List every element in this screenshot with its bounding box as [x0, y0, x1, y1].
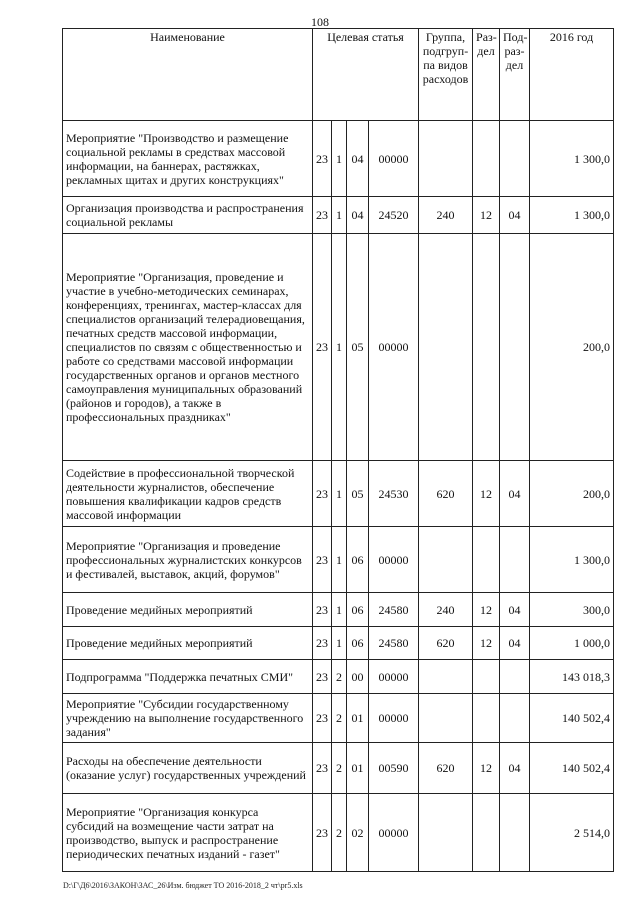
group-code: 620 — [419, 743, 473, 794]
amount: 1 000,0 — [530, 627, 614, 660]
target-1: 23 — [313, 743, 332, 794]
table-row — [63, 527, 614, 593]
amount: 200,0 — [530, 234, 614, 461]
target-4: 00000 — [369, 794, 419, 872]
table-row — [63, 593, 614, 627]
amount: 143 018,3 — [530, 660, 614, 694]
target-3: 00 — [347, 660, 369, 694]
target-3: 06 — [347, 627, 369, 660]
target-3: 04 — [347, 197, 369, 234]
target-4: 00000 — [369, 660, 419, 694]
row-name: Мероприятие "Организация и проведение профессиональных журналистских конкурсов и фестивалей, выставок, акций, форумов" — [63, 527, 313, 593]
amount: 2 514,0 — [530, 794, 614, 872]
section-code: 12 — [473, 197, 500, 234]
row-name: Организация производства и распространения социальной рекламы — [63, 197, 313, 234]
subsection-code — [500, 694, 530, 743]
target-3: 01 — [347, 694, 369, 743]
target-2: 2 — [332, 694, 347, 743]
target-1: 23 — [313, 593, 332, 627]
target-4: 00000 — [369, 234, 419, 461]
row-name: Содействие в профессиональной творческой деятельности журналистов, обеспечение повышения квалификации кадров средств массовой информации — [63, 461, 313, 527]
target-3: 06 — [347, 527, 369, 593]
section-code — [473, 660, 500, 694]
row-name: Проведение медийных мероприятий — [63, 593, 313, 627]
group-code: 240 — [419, 593, 473, 627]
subsection-code: 04 — [500, 593, 530, 627]
section-code: 12 — [473, 461, 500, 527]
table-row — [63, 234, 614, 461]
table-row — [63, 794, 614, 872]
section-code — [473, 527, 500, 593]
row-name: Проведение медийных мероприятий — [63, 627, 313, 660]
row-name: Мероприятие "Производство и размещение социальной рекламы в средствах массовой информации, на баннерах, растяжках, рекламных щитах и других конструкциях" — [63, 121, 313, 197]
subsection-code — [500, 121, 530, 197]
target-1: 23 — [313, 527, 332, 593]
table-header — [63, 29, 614, 121]
header-name: Наименование — [63, 29, 313, 121]
target-1: 23 — [313, 234, 332, 461]
target-1: 23 — [313, 660, 332, 694]
target-4: 24530 — [369, 461, 419, 527]
row-name: Мероприятие "Организация, проведение и участие в учебно-методических семинарах, конференциях, тренингах, мастер-классах для специалистов организаций телерадиовещания, печатных средств массовой информации, специалистов по связям с общественностью и работе со средствами массовой информации государственных органов и органов местного самоуправления муниципальных образований (районов и городов), а также в профессиональных праздниках" — [63, 234, 313, 461]
subsection-code: 04 — [500, 197, 530, 234]
amount: 300,0 — [530, 593, 614, 627]
target-4: 24520 — [369, 197, 419, 234]
target-1: 23 — [313, 627, 332, 660]
amount: 1 300,0 — [530, 121, 614, 197]
target-2: 2 — [332, 660, 347, 694]
row-name: Подпрограмма "Поддержка печатных СМИ" — [63, 660, 313, 694]
target-1: 23 — [313, 121, 332, 197]
page-number: 108 — [311, 15, 329, 29]
target-3: 05 — [347, 234, 369, 461]
table-row — [63, 197, 614, 234]
subsection-code — [500, 660, 530, 694]
header-target: Целевая статья — [313, 29, 419, 121]
target-2: 1 — [332, 234, 347, 461]
table-row — [63, 461, 614, 527]
header-section: Раз-дел — [473, 29, 500, 121]
row-name: Мероприятие "Субсидии государственному учреждению на выполнение государственного задания" — [63, 694, 313, 743]
group-code — [419, 527, 473, 593]
target-4: 24580 — [369, 593, 419, 627]
target-3: 06 — [347, 593, 369, 627]
subsection-code — [500, 794, 530, 872]
section-code: 12 — [473, 627, 500, 660]
amount: 1 300,0 — [530, 197, 614, 234]
row-name: Мероприятие "Организация конкурса субсидий на возмещение части затрат на производство, выпуск и распространение периодических печатных изданий - газет" — [63, 794, 313, 872]
target-2: 1 — [332, 593, 347, 627]
group-code: 240 — [419, 197, 473, 234]
target-3: 02 — [347, 794, 369, 872]
subsection-code: 04 — [500, 461, 530, 527]
section-code: 12 — [473, 743, 500, 794]
table-row — [63, 743, 614, 794]
table-row — [63, 694, 614, 743]
target-1: 23 — [313, 794, 332, 872]
table-row — [63, 627, 614, 660]
row-name: Расходы на обеспечение деятельности (оказание услуг) государственных учреждений — [63, 743, 313, 794]
section-code — [473, 121, 500, 197]
target-1: 23 — [313, 461, 332, 527]
subsection-code — [500, 234, 530, 461]
target-2: 1 — [332, 527, 347, 593]
table-row — [63, 660, 614, 694]
subsection-code: 04 — [500, 743, 530, 794]
table-row — [63, 121, 614, 197]
section-code — [473, 794, 500, 872]
target-2: 1 — [332, 461, 347, 527]
amount: 140 502,4 — [530, 694, 614, 743]
target-4: 00590 — [369, 743, 419, 794]
group-code: 620 — [419, 461, 473, 527]
subsection-code: 04 — [500, 627, 530, 660]
section-code — [473, 694, 500, 743]
section-code: 12 — [473, 593, 500, 627]
section-code — [473, 234, 500, 461]
file-path-footer: D:\Г\Д6\2016\ЗАКОН\ЗАС_26\Изм. бюджет ТО 2016-2018_2 чт\pr5.xls — [63, 881, 303, 890]
amount: 140 502,4 — [530, 743, 614, 794]
target-2: 1 — [332, 197, 347, 234]
target-4: 24580 — [369, 627, 419, 660]
target-1: 23 — [313, 694, 332, 743]
target-4: 00000 — [369, 527, 419, 593]
group-code — [419, 794, 473, 872]
amount: 1 300,0 — [530, 527, 614, 593]
budget-table — [62, 28, 614, 872]
group-code — [419, 234, 473, 461]
target-3: 01 — [347, 743, 369, 794]
group-code — [419, 660, 473, 694]
target-1: 23 — [313, 197, 332, 234]
amount: 200,0 — [530, 461, 614, 527]
target-4: 00000 — [369, 694, 419, 743]
target-2: 2 — [332, 743, 347, 794]
target-2: 2 — [332, 794, 347, 872]
header-subsection: Под-раз-дел — [500, 29, 530, 121]
target-3: 04 — [347, 121, 369, 197]
header-group: Группа, подгруп-па видов расходов — [419, 29, 473, 121]
group-code: 620 — [419, 627, 473, 660]
subsection-code — [500, 527, 530, 593]
target-2: 1 — [332, 627, 347, 660]
target-2: 1 — [332, 121, 347, 197]
group-code — [419, 694, 473, 743]
target-3: 05 — [347, 461, 369, 527]
target-4: 00000 — [369, 121, 419, 197]
group-code — [419, 121, 473, 197]
header-year: 2016 год — [530, 29, 614, 121]
